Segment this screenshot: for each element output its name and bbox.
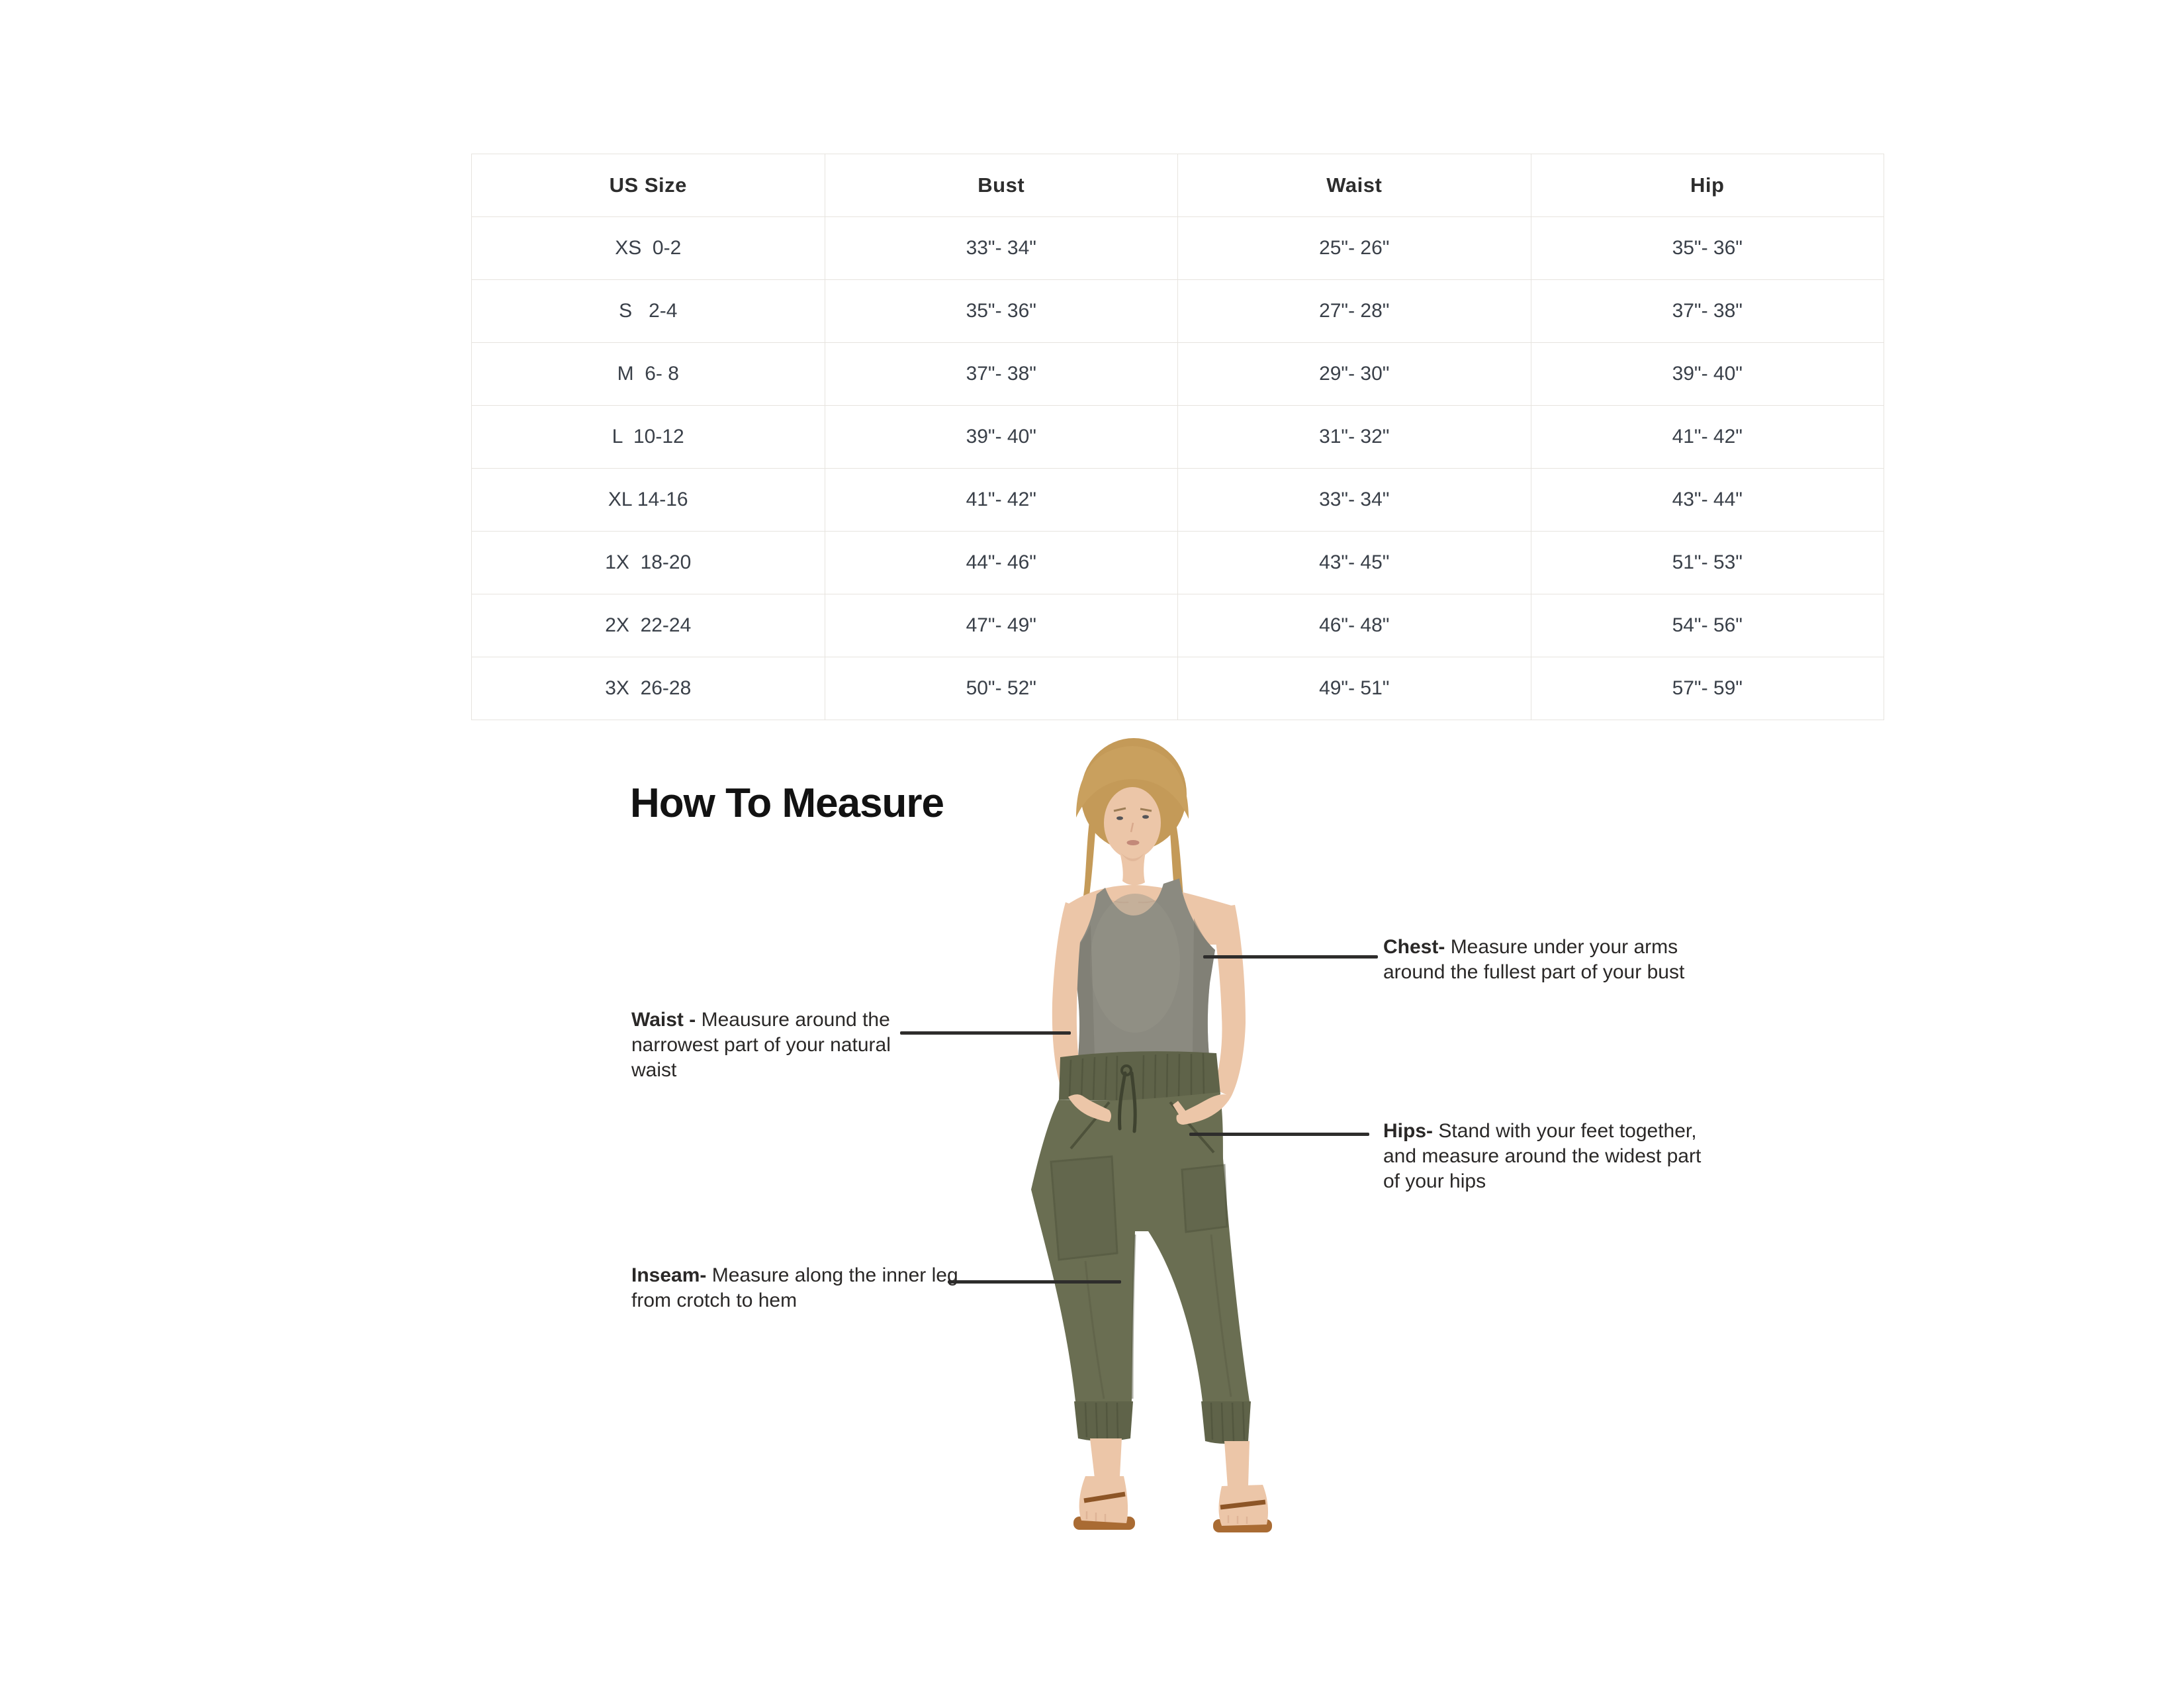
waist-leader-line (900, 1031, 1071, 1035)
hips-note-text: Stand with your feet together, and measure around the widest part of your hips (1383, 1120, 1702, 1192)
table-row (472, 280, 1884, 343)
table-cell: 25"- 26" (1178, 217, 1531, 280)
table-row (472, 406, 1884, 469)
table-cell: 51"- 53" (1531, 532, 1884, 594)
table-row (472, 343, 1884, 406)
table-cell: XL 14-16 (472, 469, 825, 532)
inseam-note (631, 1263, 966, 1313)
table-cell: 57"- 59" (1531, 657, 1884, 720)
table-cell: 43"- 45" (1178, 532, 1531, 594)
how-to-measure-title: How To Measure (630, 780, 944, 826)
hips-note-label: Hips- (1383, 1120, 1433, 1142)
table-cell: 27"- 28" (1178, 280, 1531, 343)
table-cell: 43"- 44" (1531, 469, 1884, 532)
table-cell: 2X 22-24 (472, 594, 825, 657)
table-row (472, 469, 1884, 532)
table-cell: 54"- 56" (1531, 594, 1884, 657)
chest-note-text: Measure under your arms around the fullest part of your bust (1383, 936, 1685, 983)
model-neck (1120, 852, 1146, 885)
waist-note-text: Meausure around the narrowest part of your natural waist (631, 1009, 891, 1081)
table-cell: 35"- 36" (1531, 217, 1884, 280)
table-cell: 39"- 40" (1531, 343, 1884, 406)
size-chart-table (471, 154, 1884, 720)
table-row (472, 594, 1884, 657)
model-feet (1073, 1438, 1272, 1532)
column-header-us-size: US Size (472, 154, 825, 217)
table-cell: 47"- 49" (825, 594, 1178, 657)
table-cell: 49"- 51" (1178, 657, 1531, 720)
chest-note (1383, 935, 1731, 985)
table-cell: 39"- 40" (825, 406, 1178, 469)
waist-note-label: Waist - (631, 1009, 696, 1031)
hips-leader-line (1189, 1133, 1369, 1136)
table-cell: 37"- 38" (825, 343, 1178, 406)
inseam-note-label: Inseam- (631, 1264, 707, 1286)
table-cell: S 2-4 (472, 280, 825, 343)
table-cell: 41"- 42" (825, 469, 1178, 532)
table-cell: 35"- 36" (825, 280, 1178, 343)
table-cell: 1X 18-20 (472, 532, 825, 594)
table-cell: 29"- 30" (1178, 343, 1531, 406)
table-cell: 41"- 42" (1531, 406, 1884, 469)
chest-note-label: Chest- (1383, 936, 1445, 958)
column-header-waist: Waist (1178, 154, 1531, 217)
table-cell: 33"- 34" (825, 217, 1178, 280)
table-row (472, 532, 1884, 594)
table-cell: 31"- 32" (1178, 406, 1531, 469)
table-cell: 3X 26-28 (472, 657, 825, 720)
inseam-leader-line (948, 1280, 1121, 1284)
table-cell: 33"- 34" (1178, 469, 1531, 532)
column-header-bust: Bust (825, 154, 1178, 217)
waist-note (631, 1008, 909, 1083)
table-cell: L 10-12 (472, 406, 825, 469)
chest-leader-line (1203, 955, 1378, 959)
table-cell: XS 0-2 (472, 217, 825, 280)
column-header-hip: Hip (1531, 154, 1884, 217)
table-cell: 50"- 52" (825, 657, 1178, 720)
inseam-note-text: Measure along the inner leg from crotch to hem (631, 1264, 958, 1311)
table-header-row (472, 154, 1884, 217)
table-cell: 44"- 46" (825, 532, 1178, 594)
table-cell: 46"- 48" (1178, 594, 1531, 657)
table-row (472, 657, 1884, 720)
table-cell: M 6- 8 (472, 343, 825, 406)
table-cell: 37"- 38" (1531, 280, 1884, 343)
hips-note (1383, 1119, 1711, 1194)
table-row (472, 217, 1884, 280)
